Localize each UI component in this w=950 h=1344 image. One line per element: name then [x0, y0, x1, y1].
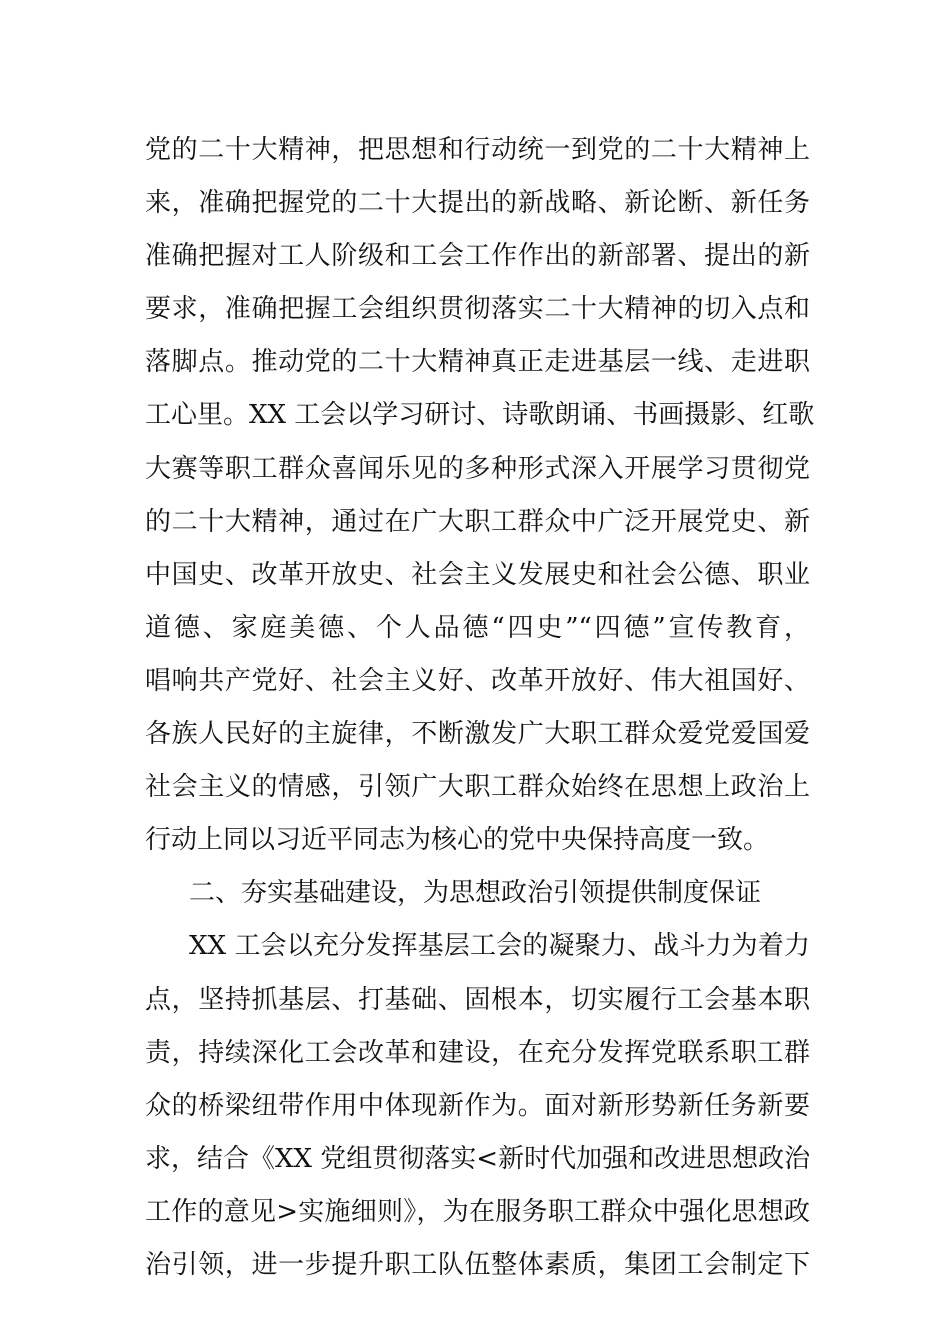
text-line: 大赛等职工群众喜闻乐见的多种形式深入开展学习贯彻党 [145, 453, 810, 484]
text-line: 道德、家庭美德、个人品德“四史”“四德”宣传教育， [145, 612, 810, 643]
text-line: 准确把握对工人阶级和工会工作作出的新部署、提出的新 [145, 241, 810, 272]
text-line: 来，准确把握党的二十大提出的新战略、新论断、新任务 [145, 188, 810, 219]
text-line: 社会主义的情感，引领广大职工群众始终在思想上政治上 [145, 772, 810, 803]
section-heading: 二、夯实基础建设，为思想政治引领提供制度保证 [189, 878, 762, 909]
text-line: 的二十大精神，通过在广大职工群众中广泛开展党史、新 [145, 506, 810, 537]
document-body [145, 124, 815, 1292]
text-line: 唱响共产党好、社会主义好、改革开放好、伟大祖国好、 [145, 665, 810, 696]
text-line: 点，坚持抓基层、打基础、固根本，切实履行工会基本职 [145, 984, 810, 1015]
text-line: 治引领，进一步提升职工队伍整体素质，集团工会制定下 [145, 1249, 810, 1280]
text-line: 中国史、改革开放史、社会主义发展史和社会公德、职业 [145, 559, 810, 590]
text-line: XX 工会以充分发挥基层工会的凝聚力、战斗力为着力 [189, 931, 810, 962]
text-line: 落脚点。推动党的二十大精神真正走进基层一线、走进职 [145, 347, 810, 378]
text-line: 工作的意见>实施细则》，为在服务职工群众中强化思想政 [145, 1196, 810, 1227]
text-line: 党的二十大精神，把思想和行动统一到党的二十大精神上 [145, 135, 810, 165]
text-line: 众的桥梁纽带作用中体现新作为。面对新形势新任务新要 [145, 1090, 810, 1121]
text-line: 求，结合《XX 党组贯彻落实<新时代加强和改进思想政治 [145, 1143, 811, 1174]
text-line: 行动上同以习近平同志为核心的党中央保持高度一致。 [145, 825, 770, 856]
text-line: 各族人民好的主旋律，不断激发广大职工群众爱党爱国爱 [145, 719, 810, 750]
text-line: 工心里。XX 工会以学习研讨、诗歌朗诵、书画摄影、红歌 [145, 400, 815, 431]
text-line: 责，持续深化工会改革和建设，在充分发挥党联系职工群 [145, 1037, 810, 1068]
text-line: 要求，准确把握工会组织贯彻落实二十大精神的切入点和 [145, 294, 810, 325]
